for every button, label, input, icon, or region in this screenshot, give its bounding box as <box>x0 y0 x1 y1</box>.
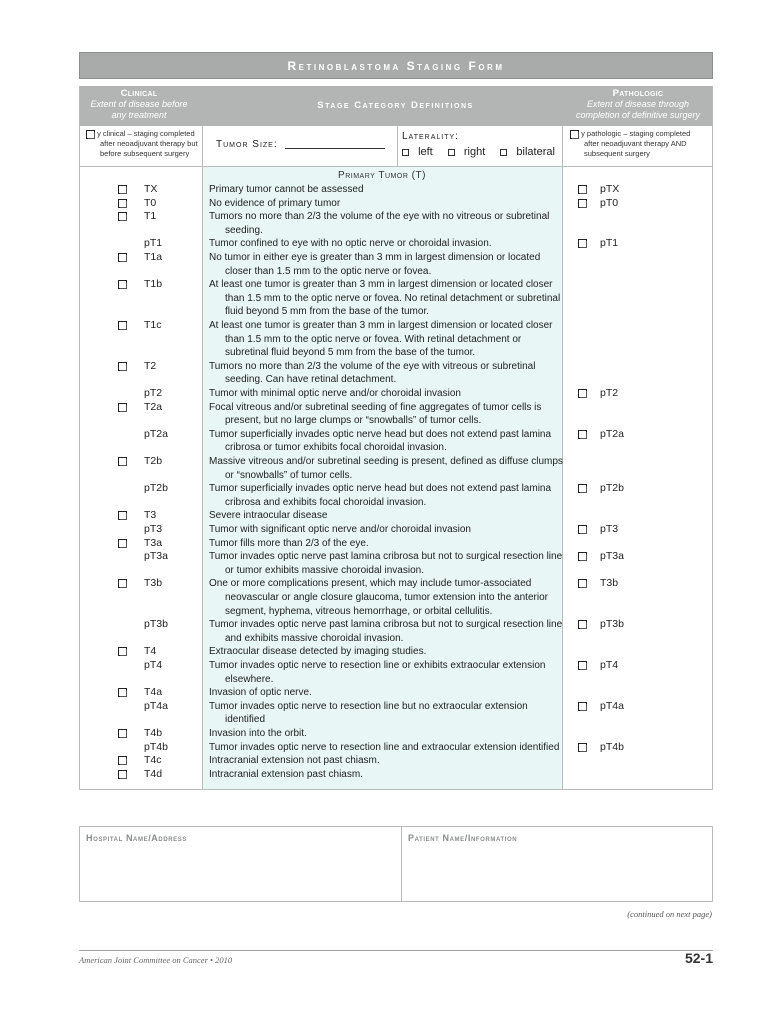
column-divider-left <box>202 126 203 790</box>
definition-line: Tumors no more than 2/3 the volume of the eye with no vitreous or subretinal <box>209 211 550 223</box>
clinical-stage-checkbox[interactable] <box>118 756 127 765</box>
tumor-size-input[interactable] <box>285 148 385 149</box>
row-divider <box>79 166 713 167</box>
stage-definition <box>209 360 535 387</box>
clinical-stage-checkbox[interactable] <box>118 280 127 289</box>
definition-line: At least one tumor is greater than 3 mm in largest dimension or located closer <box>209 320 553 331</box>
clinical-stage-checkbox[interactable] <box>118 647 127 656</box>
definition-line: fluid beyond 5 mm from the base of the tumor. <box>225 306 429 318</box>
tumor-size-label: Tumor Size: <box>216 139 278 150</box>
definition-line: Tumor invades optic nerve to resection line but no extraocular extension <box>209 700 528 712</box>
laterality-left[interactable] <box>402 146 439 158</box>
stage-definition <box>209 700 528 727</box>
clinical-stage-code: pT2a <box>144 427 168 440</box>
clinical-stage-code: TX <box>144 183 158 195</box>
laterality-bilateral[interactable] <box>500 146 561 158</box>
clinical-stage-code: T3 <box>144 509 157 522</box>
y-clinical-option[interactable] <box>86 129 198 159</box>
clinical-stage-checkbox[interactable] <box>118 511 127 520</box>
pathologic-stage-code: pT0 <box>600 196 619 209</box>
definition-line: identified <box>225 714 266 726</box>
pathologic-stage-checkbox[interactable] <box>578 484 587 493</box>
definitions-header: Stage Category Definitions <box>317 100 474 111</box>
clinical-stage-checkbox[interactable] <box>118 688 127 697</box>
y-clinical-line-2: after neoadjuvant therapy but <box>100 139 198 148</box>
laterality-right-checkbox[interactable] <box>448 149 455 156</box>
form-title: Retinoblastoma Staging Form <box>79 52 713 79</box>
stage-definition <box>209 537 369 551</box>
stage-definition <box>209 183 364 197</box>
footer-publisher: American Joint Committee on Cancer • 2010 <box>79 955 233 965</box>
clinical-stage-code: T2 <box>144 359 157 372</box>
clinical-stage-checkbox[interactable] <box>118 403 127 412</box>
pathologic-title: Pathologic <box>612 88 664 99</box>
stage-definition <box>209 278 560 319</box>
patient-box[interactable] <box>402 826 713 902</box>
definition-line: Severe intraocular disease <box>209 510 328 522</box>
clinical-stage-code: pT4b <box>144 740 168 753</box>
y-pathologic-checkbox[interactable] <box>570 130 579 139</box>
page-number: 52-1 <box>684 950 713 966</box>
clinical-stage-checkbox[interactable] <box>118 729 127 738</box>
definition-line: One or more complications present, which may include tumor-associated <box>209 578 532 590</box>
stage-definition <box>209 577 548 618</box>
definition-line: segment, hyphema, vitreous hemorrhage, or orbital cellulitis. <box>225 605 493 617</box>
definition-line: Extraocular disease detected by imaging studies. <box>209 646 427 658</box>
pathologic-stage-code: pT4 <box>600 659 619 671</box>
stage-definition <box>209 401 541 428</box>
definition-line: Tumor invades optic nerve past lamina cribrosa but not to surgical resection line <box>209 551 563 563</box>
definition-line: No evidence of primary tumor <box>209 197 341 209</box>
stage-definition <box>209 319 553 360</box>
pathologic-stage-checkbox[interactable] <box>578 430 587 439</box>
definition-line: Tumor fills more than 2/3 of the eye. <box>209 537 369 549</box>
stage-definition <box>209 550 562 577</box>
pathologic-stage-code: pT4b <box>600 740 624 753</box>
clinical-stage-code: T3a <box>144 536 163 549</box>
stage-definition <box>209 645 426 659</box>
clinical-stage-code: T1a <box>144 251 163 263</box>
pathologic-stage-checkbox[interactable] <box>578 239 587 248</box>
clinical-stage-checkbox[interactable] <box>118 199 127 208</box>
clinical-stage-code: pT2 <box>144 387 163 399</box>
laterality-right-label: right <box>463 146 486 158</box>
pathologic-stage-code: pT2a <box>600 427 624 440</box>
definition-line: Invasion into the orbit. <box>209 728 307 739</box>
clinical-stage-code: pT4a <box>144 699 168 712</box>
definition-line: Tumor invades optic nerve to resection line or exhibits extraocular extension <box>209 660 546 671</box>
definition-line: Massive vitreous and/or subretinal seeding is present, defined as diffuse clumps <box>209 456 563 467</box>
stage-definition <box>209 482 551 509</box>
clinical-stage-code: pT2b <box>144 482 168 495</box>
clinical-subtitle-1: Extent of disease before <box>90 99 188 109</box>
definition-line: seeding. Can have retinal detachment. <box>225 374 397 386</box>
stage-definition <box>209 523 471 537</box>
pathologic-stage-checkbox[interactable] <box>578 743 587 752</box>
pathologic-subtitle-1: Extent of disease through <box>586 99 690 109</box>
clinical-stage-code: T1 <box>144 210 157 223</box>
clinical-stage-checkbox[interactable] <box>118 362 127 371</box>
stage-definition <box>209 659 545 686</box>
clinical-stage-code: T4d <box>144 767 163 780</box>
pathologic-stage-code: pT4a <box>600 699 624 712</box>
laterality-label: Laterality: <box>402 131 459 142</box>
stage-definition <box>209 741 559 755</box>
clinical-stage-code: pT3b <box>144 618 168 631</box>
definition-line: present, but no large clumps or “snowballs” of tumor cells. <box>225 415 482 427</box>
definition-line: than 1.5 mm to the optic nerve or fovea. With retinal detachment or <box>225 333 522 345</box>
definition-line: subretinal fluid beyond 5 mm from the base of the tumor. <box>225 347 476 359</box>
y-clinical-line-3: before subsequent surgery <box>100 149 190 158</box>
definition-line: neovascular or angle closure glaucoma, tumor extension into the anterior <box>225 591 548 603</box>
primary-tumor-heading: Primary Tumor (T) <box>338 170 426 181</box>
definition-line: elsewhere. <box>225 673 274 685</box>
clinical-stage-checkbox[interactable] <box>118 539 127 548</box>
clinical-stage-checkbox[interactable] <box>118 457 127 466</box>
definition-line: and exhibits massive choroidal invasion. <box>225 632 404 644</box>
laterality-options <box>402 146 567 158</box>
stage-definition <box>209 727 307 741</box>
pathologic-stage-code: pT3b <box>600 618 624 631</box>
clinical-stage-code: T1c <box>144 319 162 331</box>
patient-label: Patient Name/Information <box>408 833 518 843</box>
pathologic-stage-code: pT3a <box>600 550 624 563</box>
laterality-divider <box>397 126 398 166</box>
stage-definition <box>209 387 461 401</box>
definition-line: Intracranial extension past chiasm. <box>209 768 363 780</box>
definition-line: or “snowballs” of tumor cells. <box>225 469 353 481</box>
footer-rule <box>79 950 713 951</box>
definition-line: seeding. <box>225 224 263 236</box>
clinical-stage-code: T3b <box>144 577 163 590</box>
clinical-stage-code: T2b <box>144 455 163 467</box>
definition-line: Invasion of optic nerve. <box>209 687 312 699</box>
clinical-stage-code: T4a <box>144 686 163 699</box>
definition-line: At least one tumor is greater than 3 mm in largest dimension or located closer <box>209 279 553 291</box>
definition-line: Tumors no more than 2/3 the volume of the eye with vitreous or subretinal <box>209 360 536 372</box>
stage-definition <box>209 251 540 278</box>
pathologic-stage-checkbox[interactable] <box>578 552 587 561</box>
pathologic-stage-code: T3b <box>600 577 619 590</box>
laterality-bilateral-checkbox[interactable] <box>500 149 507 156</box>
clinical-stage-code: pT1 <box>144 237 163 250</box>
pathologic-stage-code: pTX <box>600 183 620 195</box>
y-pathologic-line-3: subsequent surgery <box>584 149 650 158</box>
clinical-subtitle-2: any treatment <box>111 110 167 120</box>
clinical-stage-code: T4b <box>144 727 163 739</box>
clinical-stage-checkbox[interactable] <box>118 770 127 779</box>
stage-definition <box>209 754 380 768</box>
clinical-stage-code: pT4 <box>144 659 163 671</box>
pathologic-stage-checkbox[interactable] <box>578 661 587 670</box>
definition-line: Tumor invades optic nerve past lamina cribrosa but not to surgical resection line <box>209 619 563 631</box>
pathologic-stage-checkbox[interactable] <box>578 579 587 588</box>
pathologic-stage-checkbox[interactable] <box>578 525 587 534</box>
clinical-stage-checkbox[interactable] <box>118 579 127 588</box>
y-pathologic-option[interactable] <box>570 129 690 159</box>
clinical-stage-code: T0 <box>144 196 157 209</box>
clinical-stage-checkbox[interactable] <box>118 185 127 194</box>
pathologic-stage-checkbox[interactable] <box>578 620 587 629</box>
y-clinical-line-1: y clinical – staging completed <box>97 129 195 138</box>
laterality-right[interactable] <box>448 146 491 158</box>
clinical-title: Clinical <box>120 88 158 99</box>
stage-definition <box>209 428 551 455</box>
clinical-stage-checkbox[interactable] <box>118 212 127 221</box>
y-pathologic-line-1: y pathologic – staging completed <box>581 129 691 138</box>
clinical-stage-code: T1b <box>144 278 163 291</box>
clinical-stage-code: pT3a <box>144 550 168 563</box>
definition-line: cribrosa or tumor exhibits focal choroidal invasion. <box>225 442 447 454</box>
stage-definition <box>209 618 562 645</box>
definition-line: Tumor confined to eye with no optic nerve or choroidal invasion. <box>209 238 492 250</box>
clinical-stage-code: T2a <box>144 400 163 413</box>
stage-definition <box>209 210 549 237</box>
clinical-stage-code: T4c <box>144 754 162 767</box>
definition-line: or tumor exhibits massive choroidal invasion. <box>225 564 424 576</box>
pathologic-stage-checkbox[interactable] <box>578 185 587 194</box>
pathologic-stage-code: pT2b <box>600 482 624 495</box>
definition-line: than 1.5 mm to the optic nerve or fovea. No retinal detachment or subretinal <box>225 292 561 304</box>
continued-note: (continued on next page) <box>627 909 712 919</box>
pathologic-stage-code: pT2 <box>600 387 619 399</box>
stage-definition <box>209 509 327 523</box>
definition-line: closer than 1.5 mm to the optic nerve or fovea. <box>225 265 432 277</box>
definition-line: Tumor superficially invades optic nerve head but does not extend past lamina <box>209 483 552 495</box>
y-pathologic-line-2: after neoadjuvant therapy AND <box>584 139 687 148</box>
stage-definition <box>209 768 363 782</box>
pathologic-stage-checkbox[interactable] <box>578 702 587 711</box>
laterality-left-label: left <box>418 146 433 158</box>
laterality-left-checkbox[interactable] <box>402 149 409 156</box>
hospital-box[interactable] <box>79 826 402 902</box>
clinical-stage-code: pT3 <box>144 523 163 535</box>
stage-definition <box>209 686 312 700</box>
pathologic-stage-code: pT3 <box>600 523 619 535</box>
clinical-stage-checkbox[interactable] <box>118 253 127 262</box>
clinical-stage-code: T4 <box>144 645 157 658</box>
definition-line: Intracranial extension not past chiasm. <box>209 755 380 767</box>
pathologic-stage-checkbox[interactable] <box>578 389 587 398</box>
stage-definition <box>209 197 340 211</box>
pathologic-subtitle-2: completion of definitive surgery <box>575 110 701 120</box>
definition-line: Tumor with minimal optic nerve and/or choroidal invasion <box>209 388 461 399</box>
definition-line: cribrosa and exhibits focal choroidal invasion. <box>225 496 427 508</box>
definition-line: Tumor with significant optic nerve and/or choroidal invasion <box>209 524 471 535</box>
stage-definition <box>209 237 492 251</box>
definition-line: No tumor in either eye is greater than 3 mm in largest dimension or located <box>209 252 541 263</box>
clinical-stage-checkbox[interactable] <box>118 321 127 330</box>
definition-line: Tumor superficially invades optic nerve head but does not extend past lamina <box>209 428 552 440</box>
hospital-label: Hospital Name/Address <box>86 833 187 843</box>
definition-line: Primary tumor cannot be assessed <box>209 184 364 195</box>
definition-line: Tumor invades optic nerve to resection line and extraocular extension identified <box>209 741 560 753</box>
definition-line: Focal vitreous and/or subretinal seeding of fine aggregates of tumor cells is <box>209 401 542 413</box>
y-clinical-checkbox[interactable] <box>86 130 95 139</box>
stage-definition <box>209 455 563 482</box>
pathologic-stage-code: pT1 <box>600 237 619 250</box>
laterality-bilateral-label: bilateral <box>516 146 555 158</box>
pathologic-stage-checkbox[interactable] <box>578 199 587 208</box>
